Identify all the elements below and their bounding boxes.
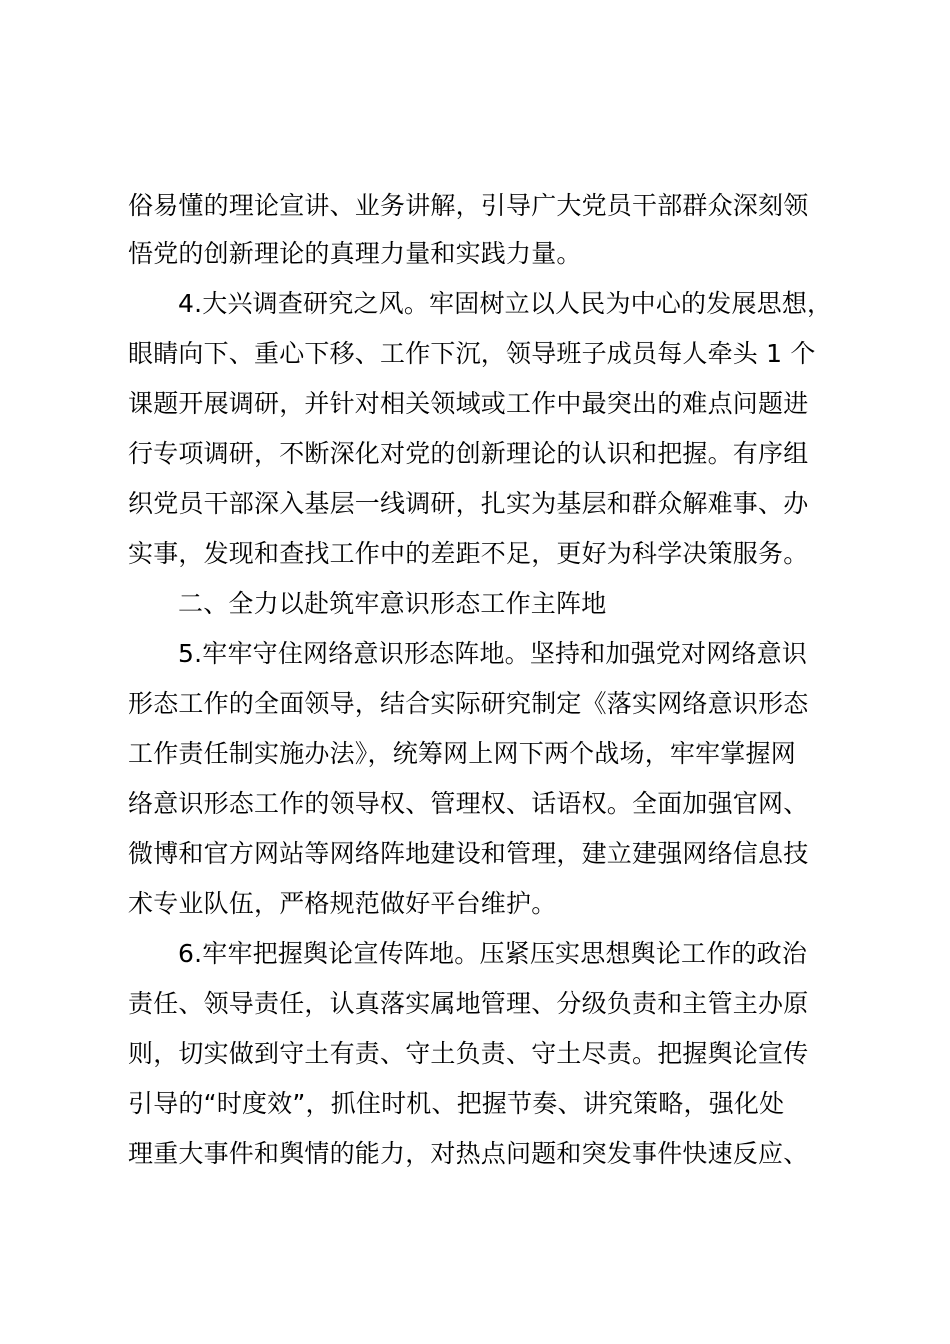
paragraph-line: 工作责任制实施办法》，统筹网上网下两个战场，牢牢掌握网 <box>128 739 796 768</box>
paragraph-line: 俗易懂的理论宣讲、业务讲解，引导广大党员干部群众深刻领 <box>128 191 809 220</box>
paragraph-line: 织党员干部深入基层一线调研，扎实为基层和群众解难事、办 <box>128 489 809 518</box>
paragraph-line: 络意识形态工作的领导权、管理权、话语权。全面加强官网、 <box>128 789 809 818</box>
paragraph-line: 术专业队伍，严格规范做好平台维护。 <box>128 889 557 918</box>
paragraph-line: 实事，发现和查找工作中的差距不足，更好为科学决策服务。 <box>128 539 809 568</box>
paragraph-line: 理重大事件和舆情的能力，对热点问题和突发事件快速反应、 <box>128 1139 809 1168</box>
paragraph-line: 微博和官方网站等网络阵地建设和管理，建立建强网络信息技 <box>128 839 809 868</box>
paragraph-line: 眼睛向下、重心下移、工作下沉，领导班子成员每人牵头 1 个 <box>128 339 816 368</box>
paragraph-line: 课题开展调研，并针对相关领域或工作中最突出的难点问题进 <box>128 389 809 418</box>
paragraph-line: 5.牢牢守住网络意识形态阵地。坚持和加强党对网络意识 <box>178 639 808 668</box>
paragraph-line: 悟党的创新理论的真理力量和实践力量。 <box>128 239 582 268</box>
section-heading: 二、全力以赴筑牢意识形态工作主阵地 <box>178 589 607 618</box>
paragraph-line: 6.牢牢把握舆论宣传阵地。压紧压实思想舆论工作的政治 <box>178 939 808 968</box>
paragraph-line: 责任、领导责任，认真落实属地管理、分级负责和主管主办原 <box>128 989 809 1018</box>
paragraph-line: 则，切实做到守土有责、守土负责、守土尽责。把握舆论宣传 <box>128 1039 809 1068</box>
paragraph-line: 4.大兴调查研究之风。牢固树立以人民为中心的发展思想， <box>178 289 833 318</box>
paragraph-line: 形态工作的全面领导，结合实际研究制定《落实网络意识形态 <box>128 689 809 718</box>
paragraph-line: 行专项调研，不断深化对党的创新理论的认识和把握。有序组 <box>128 439 809 468</box>
paragraph-line: 引导的“时度效”，抓住时机、把握节奏、讲究策略，强化处 <box>128 1089 785 1118</box>
